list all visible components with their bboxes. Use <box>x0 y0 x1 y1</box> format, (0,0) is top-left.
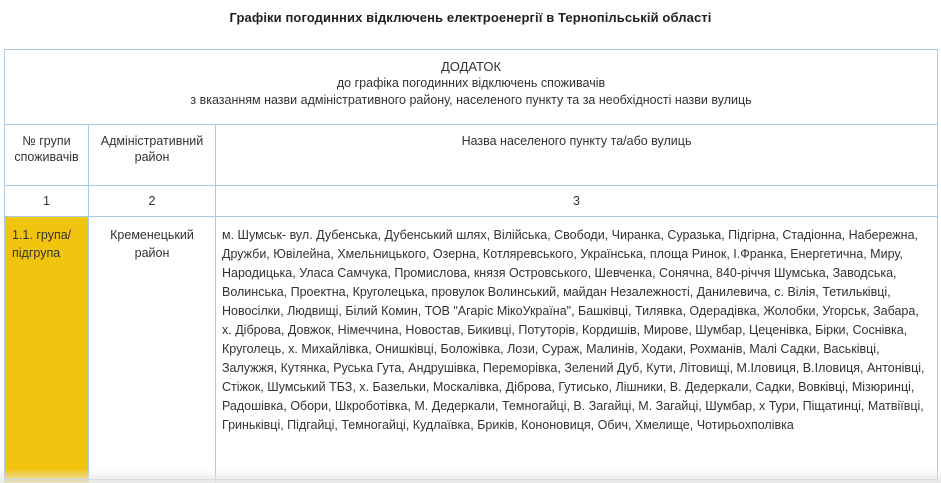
district-label-line1: Кременецький <box>110 228 194 242</box>
table-row-partial <box>5 480 938 483</box>
district-cell-empty <box>89 480 216 483</box>
column-header-group-line2: споживачів <box>14 150 79 164</box>
addendum-row <box>5 50 938 125</box>
column-number-3: 3 <box>216 186 938 217</box>
column-header-places <box>216 125 938 186</box>
schedule-table <box>4 49 938 483</box>
addendum-header <box>5 50 938 125</box>
column-number-row <box>5 186 938 217</box>
places-list: м. Шумськ- вул. Дубенська, Дубенський шлях, Вілійська, Свободи, Чиранка, Суразька, Підгірна, Стадіонна, Набережна, Дружби, Ювілейна, Хмельницького, Озерна, Котляревського, Українська, площа Ринок, І.Франка, Енергетична, Миру, Народицька, Уласа Самчука, Промислова, князя Островського, Шевченка, Сонячна, 840-річчя Шумська, Заводська, Волинська, Проектна, Круголецька, провулок Волинський, майдан Незалежності, Данилевича, с. Вілія, Тетильківці, Новосілки, Людвищі, Білий Комин, ТОВ "Агаріс МікоУкраїна", Башківці, Тилявка, Одерадівка, Жолобки, Угорськ, Забара, х. Діброва, Довжок, Німеччина, Новостав, Бикивці, Потуторів, Кордишів, Мирове, Шумбар, Цеценівка, Бірки, Соснівка, Круголець, х. Михайлівка, Онишківці, Боложівка, Лози, Сураж, Малинів, Ходаки, Рохманів, Малі Садки, Васьківці, Залужжя, Кутянка, Руська Гута, Андрушівка, Переморівка, Зелений Дуб, Кути, Літовищі, М.Іловиця, В.Іловиця, Антонівці, Стіжок, Шумський ТБЗ, х. Базельки, Москалівка, Діброва, Гутисько, Лішники, В. Дедеркали, Садки, Вовківці, Мізюринці, Радошівка, Обори, Шкроботівка, М. Дедеркали, Темногайці, В. Загайці, М. Загайці, Шумбар, х Тури, Піщатинці, Матвіївці, Гриньківці, Підгайці, Темногайці, Кудлаївка, Бриків, Кононовиця, Обич, Хмелище, Чотирьохполівка <box>222 228 925 432</box>
column-header-group <box>5 125 89 186</box>
addendum-title: ДОДАТОК <box>440 59 502 74</box>
column-number-2: 2 <box>89 186 216 217</box>
addendum-description: з вказанням назви адміністративного району, населеного пункту та за необхідності назви вулиць <box>190 93 752 107</box>
column-header-row <box>5 125 938 186</box>
page-title: Графіки погодинних відключень електроенергії в Тернопільській області <box>229 10 712 25</box>
group-cell-continued <box>5 480 89 483</box>
district-cell <box>89 217 216 480</box>
group-label-line2: підгрупа <box>12 246 61 260</box>
group-label-line1: 1.1. група/ <box>12 228 72 242</box>
column-header-district-line2: район <box>134 150 170 164</box>
column-header-district <box>89 125 216 186</box>
district-label-line2: район <box>134 246 170 260</box>
places-cell-empty <box>216 480 938 483</box>
column-number-1: 1 <box>5 186 89 217</box>
column-header-district-line1: Адміністративний <box>100 134 204 148</box>
addendum-subtitle: до графіка погодинних відключень споживачів <box>336 76 606 90</box>
group-cell <box>5 217 89 480</box>
column-header-group-line1: № групи <box>22 134 71 148</box>
table-row <box>5 217 938 480</box>
places-cell <box>216 217 938 480</box>
column-header-places-label: Назва населеного пункту та/або вулиць <box>461 134 692 148</box>
